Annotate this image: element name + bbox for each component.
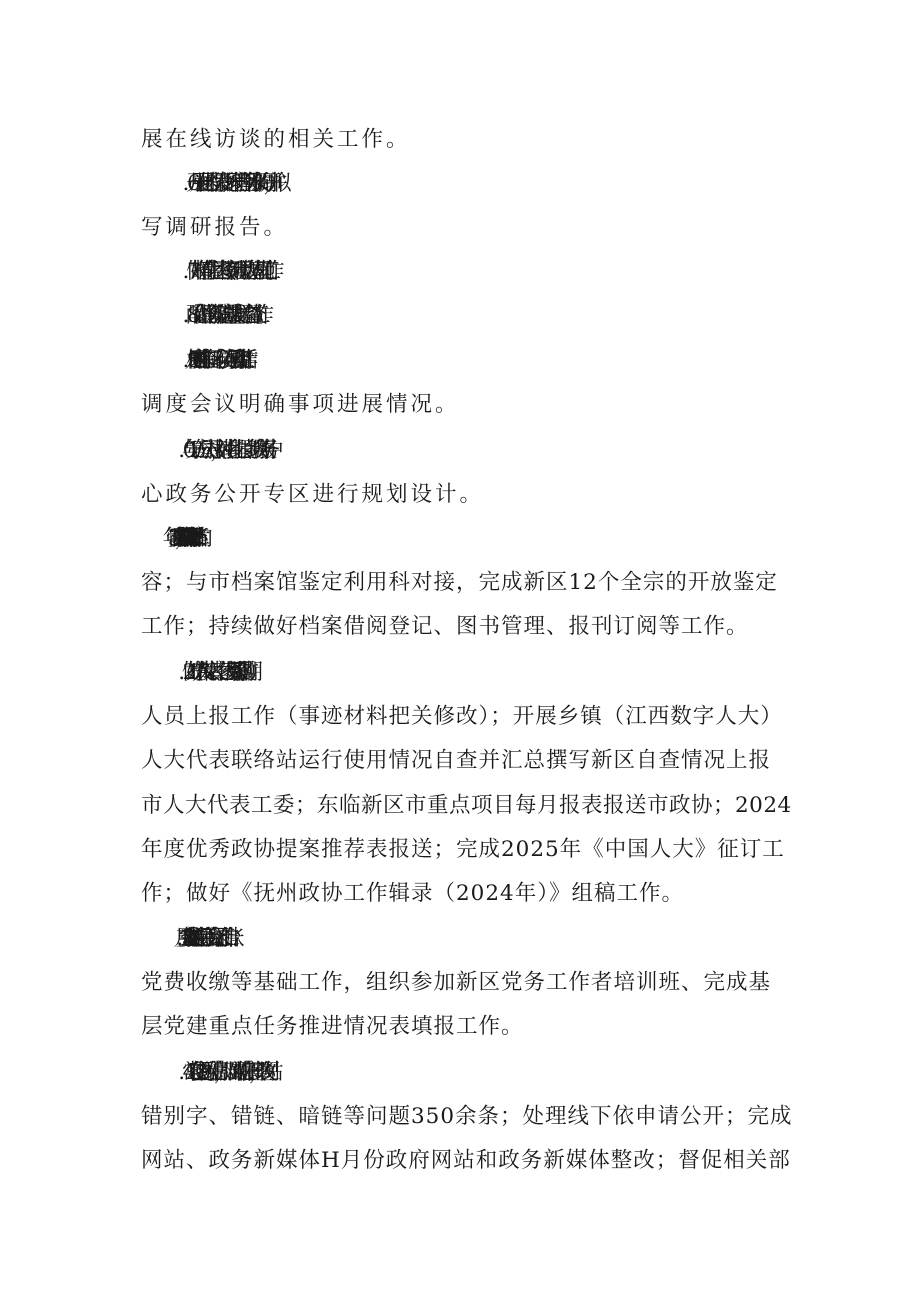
item-12-line-6: 作；做好《抚州政协工作辑录（2024年）》组稿工作。 (141, 881, 684, 906)
item-13-line-1: 13．完成11月支委会和主题党日等活动会议记录、工作台账、 (187, 926, 229, 951)
item-12-line-1: 12．做好市人大”六带头六表率之代表风采”采访活动前期 (187, 660, 245, 685)
item-12-line-4: 市人大代表工委；东临新区市重点项目每月报表报送市政协；2024 (141, 793, 792, 818)
item-7-line-1: 7．做好精简优化基层考核专项清理党政办清理规范工作。 (187, 259, 271, 284)
item-10-line-2: 心政务公开专区进行规划设计。 (141, 482, 485, 507)
item-6-line-2: 写调研报告。 (141, 215, 289, 240)
item-14-line-2: 错别字、错链、暗链等问题350余条；处理线下依申请公开；完成 (141, 1104, 793, 1129)
item-13-line-2: 党费收缴等基础工作，组织参加新区党务工作者培训班、完成基 (141, 970, 772, 995)
text-line: 展在线访谈的相关工作。 (141, 127, 411, 152)
item-6-line-1: 6．开展强化医疗保障及提升医疗管理服务水平的调研，并拟 (187, 171, 274, 196)
item-12-line-3: 人大代表联络站运行使用情况自查并汇总撰写新区自查情况上报 (141, 748, 772, 773)
item-8-line-1: 8．配合做好国务院推动高质量发展综合督查工作。 (187, 303, 260, 328)
item-13-line-3: 层党建重点任务推进情况表填报工作。 (141, 1014, 524, 1039)
item-10-line-1: 10．与第三方公司对接，对湖南乡、七里岗乡、政务服务中 (187, 438, 266, 463)
item-9-line-2: 调度会议明确事项进展情况。 (141, 392, 460, 417)
item-12-line-5: 年度优秀政协提案推荐表报送；完成2025年《中国人大》征订工 (141, 837, 785, 862)
item-11-line-1: 11．著录2023年管委会归档文件目录200条，并填好归档章内 (187, 526, 195, 551)
item-9-line-1: 9．梳理11月底前东临新区专项债券项目和“三资盘活”工作 (187, 348, 241, 373)
item-14-line-1: 14．常态化更新网站信息，加强对网站信息审核，整改网站 (187, 1060, 266, 1085)
item-12-line-2: 人员上报工作（事迹材料把关修改）；开展乡镇（江西数字人大） (141, 704, 783, 729)
item-14-line-3: 网站、政务新媒体H月份政府网站和政务新媒体整改；督促相关部 (141, 1148, 791, 1173)
item-11-line-2: 容；与市档案馆鉴定利用科对接，完成新区12个全宗的开放鉴定 (141, 570, 778, 595)
item-11-line-3: 工作；持续做好档案借阅登记、图书管理、报刊订阅等工作。 (141, 614, 749, 639)
